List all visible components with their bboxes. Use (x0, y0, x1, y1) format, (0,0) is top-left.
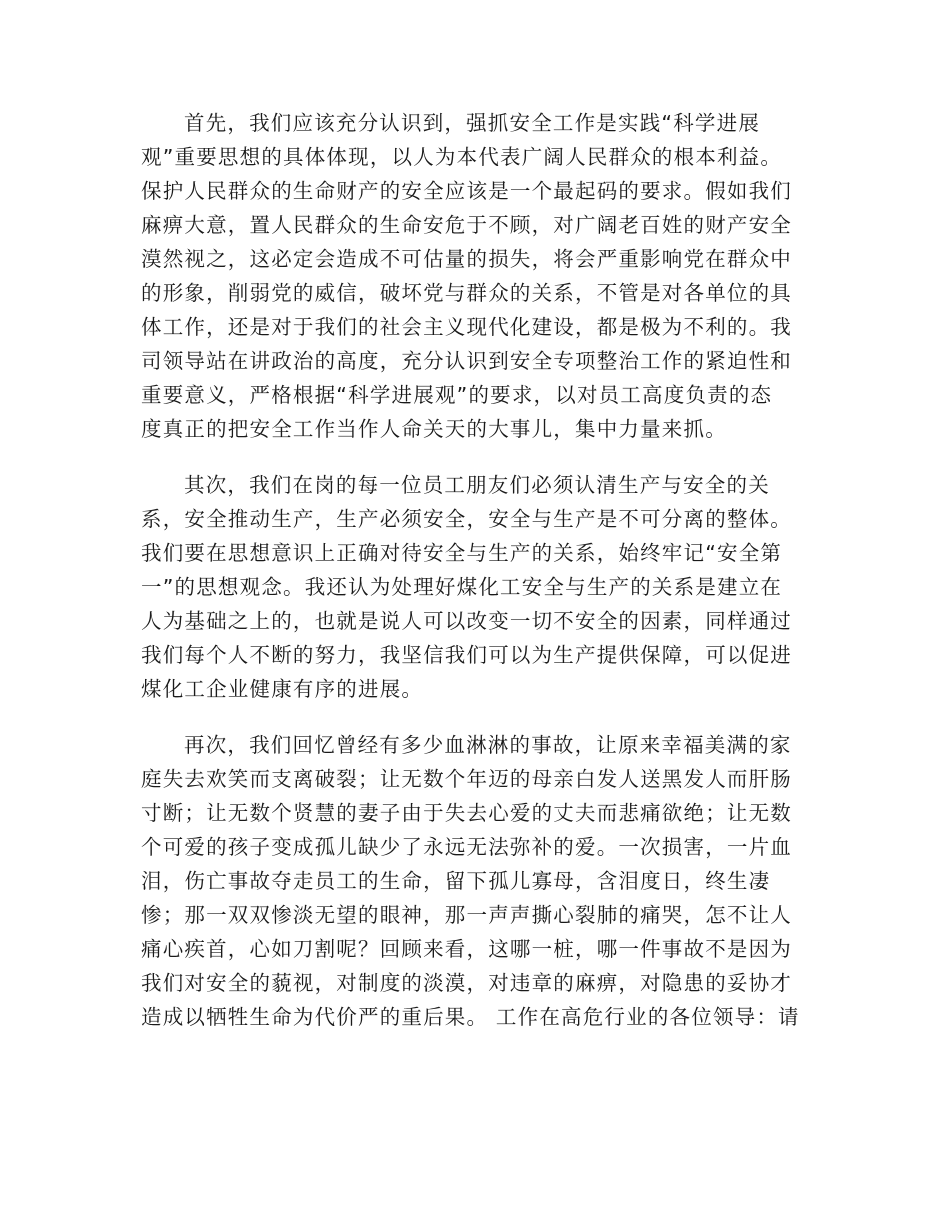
text-line: 再次，我们回忆曾经有多少血淋淋的事故，让原来幸福美满的家 (184, 733, 792, 757)
text-line: 庭失去欢笑而支离破裂；让无数个年迈的母亲白发人送黑发人而肝肠 (141, 767, 792, 791)
text-line: 惨；那一双双惨淡无望的眼神，那一声声撕心裂肺的痛哭，怎不让人 (141, 903, 792, 927)
text-line: 漠然视之，这必定会造成不可估量的损失，将会严重影响党在群众中 (141, 247, 792, 271)
text-line: 痛心疾首，心如刀割呢？回顾来看，这哪一桩，哪一件事故不是因为 (141, 937, 792, 961)
text-line: 我们对安全的藐视，对制度的淡漠，对违章的麻痹，对隐患的妥协才 (141, 971, 792, 995)
text-line: 其次，我们在岗的每一位员工朋友们必须认清生产与安全的关 (184, 473, 770, 497)
text-line: 造成以牺牲生命为代价严的重后果。 工作在高危行业的各位领导：请 (141, 1005, 800, 1029)
text-line: 寸断；让无数个贤慧的妻子由于失去心爱的丈夫而悲痛欲绝；让无数 (141, 801, 792, 825)
text-line: 个可爱的孩子变成孤儿缺少了永远无法弥补的爱。一次损害，一片血 (141, 835, 792, 859)
paragraph-spacer (141, 446, 801, 468)
text-line: 人为基础之上的，也就是说人可以改变一切不安全的因素，同样通过 (141, 609, 792, 633)
text-line: 司领导站在讲政治的高度，充分认识到安全专项整治工作的紧迫性和 (141, 349, 792, 373)
paragraph-3 (141, 728, 801, 1034)
text-line: 首先，我们应该充分认识到，强抓安全工作是实践“科学进展 (184, 111, 761, 135)
text-line: 一”的思想观念。我还认为处理好煤化工安全与生产的关系是建立在 (141, 575, 783, 599)
text-line: 观”重要思想的具体体现，以人为本代表广阔人民群众的根本利益。 (141, 145, 783, 169)
text-line: 保护人民群众的生命财产的安全应该是一个最起码的要求。假如我们 (141, 179, 792, 203)
text-line: 度真正的把安全工作当作人命关天的大事儿，集中力量来抓。 (141, 417, 727, 441)
text-line: 重要意义，严格根据“科学进展观”的要求，以对员工高度负责的态 (141, 383, 773, 407)
text-line: 煤化工企业健康有序的进展。 (141, 677, 424, 701)
text-line: 的形象，削弱党的威信，破坏党与群众的关系，不管是对各单位的具 (141, 281, 792, 305)
text-line: 麻痹大意，置人民群众的生命安危于不顾，对广阔老百姓的财产安全 (141, 213, 792, 237)
text-line: 系，安全推动生产，生产必须安全，安全与生产是不可分离的整体。 (141, 507, 792, 531)
text-line: 我们要在思想意识上正确对待安全与生产的关系，始终牢记“安全第 (141, 541, 783, 565)
text-line: 我们每个人不断的努力，我坚信我们可以为生产提供保障，可以促进 (141, 643, 792, 667)
paragraph-2 (141, 468, 801, 706)
text-line: 体工作，还是对于我们的社会主义现代化建设，都是极为不利的。我 (141, 315, 792, 339)
text-line: 泪，伤亡事故夺走员工的生命，留下孤儿寡母，含泪度日，终生凄 (141, 869, 771, 893)
paragraph-spacer (141, 706, 801, 728)
paragraph-1 (141, 106, 801, 446)
body-text (141, 106, 801, 1034)
